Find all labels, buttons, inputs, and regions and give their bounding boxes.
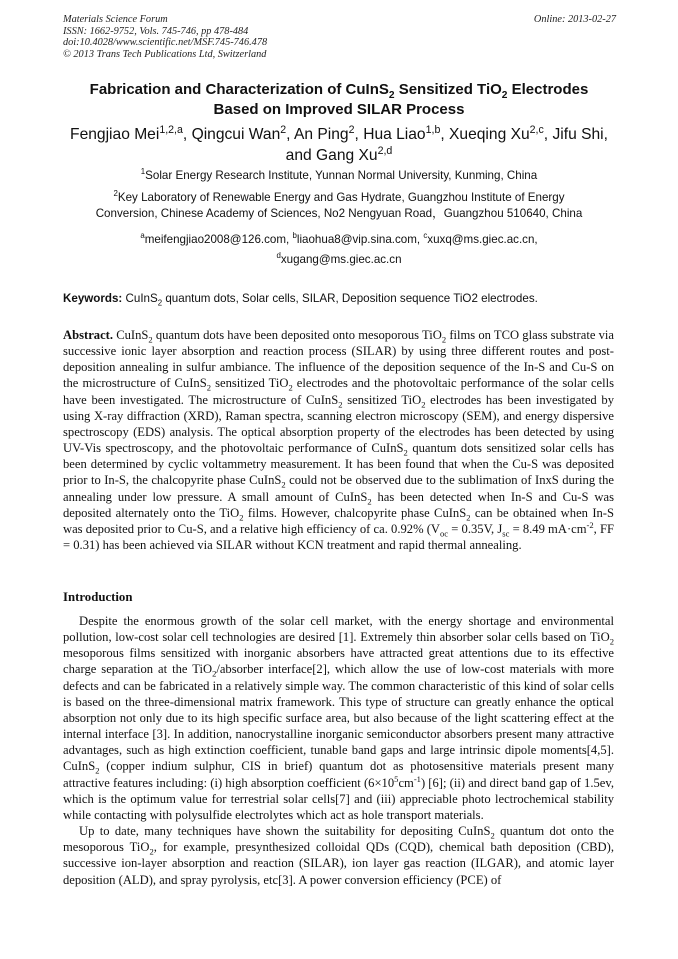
author: An Ping$^2$,: [293, 123, 364, 143]
author: and Gang Xu$^{2,d}$: [285, 144, 393, 164]
title-line-2: Based on Improved SILAR Process: [213, 101, 465, 118]
journal-name: Materials Science Forum: [63, 14, 168, 25]
author: Qingcui Wan$^2$,: [191, 123, 294, 143]
section-heading-introduction: Introduction: [63, 590, 133, 604]
keywords: Keywords: CuInS$_2$ quantum dots, Solar cells, SILAR, Deposition sequence TiO2 electrodes.: [63, 292, 538, 308]
introduction-body: [63, 613, 614, 888]
abstract-label: Abstract.: [63, 328, 114, 342]
paragraph: Up to date, many techniques have shown the suitability for depositing CuInS$_2$ quantum dot onto the mesoporous TiO$_2$, for example, presynthesized colloidal QDs (CQD), chemical bath deposition (CBD), successive ion-layer absorption and reaction (SILAR), ion layer gas reaction (ILGAR), and atomic layer deposition (ALD), and spray pyrolysis, etc[3]. A power conversion efficiency (PCE) of: [63, 824, 614, 887]
author: Hua Liao$^{1,b}$,: [363, 123, 450, 143]
email-link: liaohua8@vip.sina.com,: [296, 233, 424, 246]
paragraph: Despite the enormous growth of the solar cell market, with the energy shortage and environmental pollution, low-cost solar cell technologies are desired [1]. Extremely thin absorber solar cells based on TiO$_2$ mesoporous films sensitized with inorganic absorbers have attracted great attentions due to its effective charge separation at the TiO$_2$/absorber interface[2], which allow the use of low-cost materials with more defects and can be fabricated in a relatively simple way. The common characteristic of this kind of solar cells is based on the three-dimensional matrix framework. This type of structure can greatly enhance the optical absorption not only due to its high specific surface area, but also because of the light scattering effect at the internal interface [3]. In addition, nanocrystalline inorganic semiconductor absorbers present many attractive advantages, such as high extinction coefficient, tunable band gaps and large intrinsic dipole moments[4,5]. CuInS$_2$ (copper indium sulphur, CIS in brief) quantum dot as photosensitive materials present many attractive features including: (i) high absorption coefficient $(6\times 10^5cm^{-1})$ [6]; (ii) and direct band gap of 1.5ev, which is the optimum value for terrestrial solar cells[7] and (iii) appreciable photo lectrochemical stability while contacting with polysulfide electrolytes which act as hole transport materials.: [63, 614, 614, 822]
doi-line: doi:10.4028/www.scientific.net/MSF.745-746.478: [63, 37, 268, 49]
email-link: meifengjiao2008@126.com,: [144, 233, 293, 246]
author: Xueqing Xu$^{2,c}$,: [449, 123, 553, 143]
email-link: xugang@ms.giec.ac.cn: [280, 253, 402, 266]
copyright-line: © 2013 Trans Tech Publications Ltd, Switzerland: [63, 48, 267, 60]
author-list: [40, 124, 638, 166]
affiliation-1: $^1$Solar Energy Research Institute, Yunnan Normal University, Kunming, China: [140, 167, 538, 182]
abstract: Abstract. CuInS$_2$ quantum dots have been deposited onto mesoporous TiO$_2$ films on TCO glass substrate via successive ionic layer absorption and reaction process (SILAR) by using three different routes and post-deposition annealing in sulfur ambiance. The influence of the deposition sequence of the In-S and Cu-S on the microstructure of CuInS$_2$ sensitized TiO$_2$ electrodes and the photovoltaic performance of the solar cells have been investigated. The microstructure of CuInS$_2$ sensitized TiO$_2$ electrodes has been investigated by using X-ray diffraction (XRD), Raman spectra, scanning electron microscopy (SEM), and energy dispersive spectroscopy (EDS) analysis. The optical absorption property of the electrodes has been detected by using UV-Vis spectroscopy, and the photovoltaic performance of CuInS$_2$ quantum dots sensitized solar cells has been determined by cyclic voltammetry measurement. It has been found that when the Cu-S was deposited prior to In-S, the chalcopyrite phase CuInS$_2$ could not be observed due to the sublimation of InxS during the annealing under low pressure. A small amount of CuInS$_2$ has been detected when In-S and Cu-S was deposited alternately onto the TiO$_2$ films. However, chalcopyrite phase CuInS$_2$ can be obtained when In-S was deposited prior to Cu-S, and a relative high efficiency of ca. 0.92% ($V_{oc} = 0.35V$, $J_{sc} = 8.49$ $mA\cdot cm^{-2}$, FF = 0.31) has been achieved via SILAR without KCN treatment and rapid thermal annealing.: [63, 328, 615, 553]
email-link: xuxq@ms.giec.ac.cn,: [427, 233, 538, 246]
author-emails: $^a$meifengjiao2008@126.com, $^b$liaohua8@vip.sina.com, $^c$xuxq@ms.giec.ac.cn, $^d$xugang@ms.giec.ac.cn: [140, 231, 538, 266]
author: Jifu Shi,: [552, 126, 608, 143]
online-date: Online: 2013-02-27: [533, 14, 616, 25]
affiliation-2: $^2$Key Laboratory of Renewable Energy and Gas Hydrate, Guangzhou Institute of Energy Conversion, Chinese Academy of Sciences, No2 Nengyuan Road，Guangzhou 510640, China: [95, 189, 583, 220]
author: Fengjiao Mei$^{1,2,a}$,: [70, 123, 192, 143]
paper-title: Fabrication and Characterization of CuInS$_2$ Sensitized TiO$_2$ Electrodes Based on Improved SILAR Process: [89, 81, 589, 118]
keywords-label: Keywords:: [63, 292, 123, 305]
issn-line: ISSN: 1662-9752, Vols. 745-746, pp 478-484: [63, 25, 249, 37]
journal-header: [63, 14, 267, 60]
